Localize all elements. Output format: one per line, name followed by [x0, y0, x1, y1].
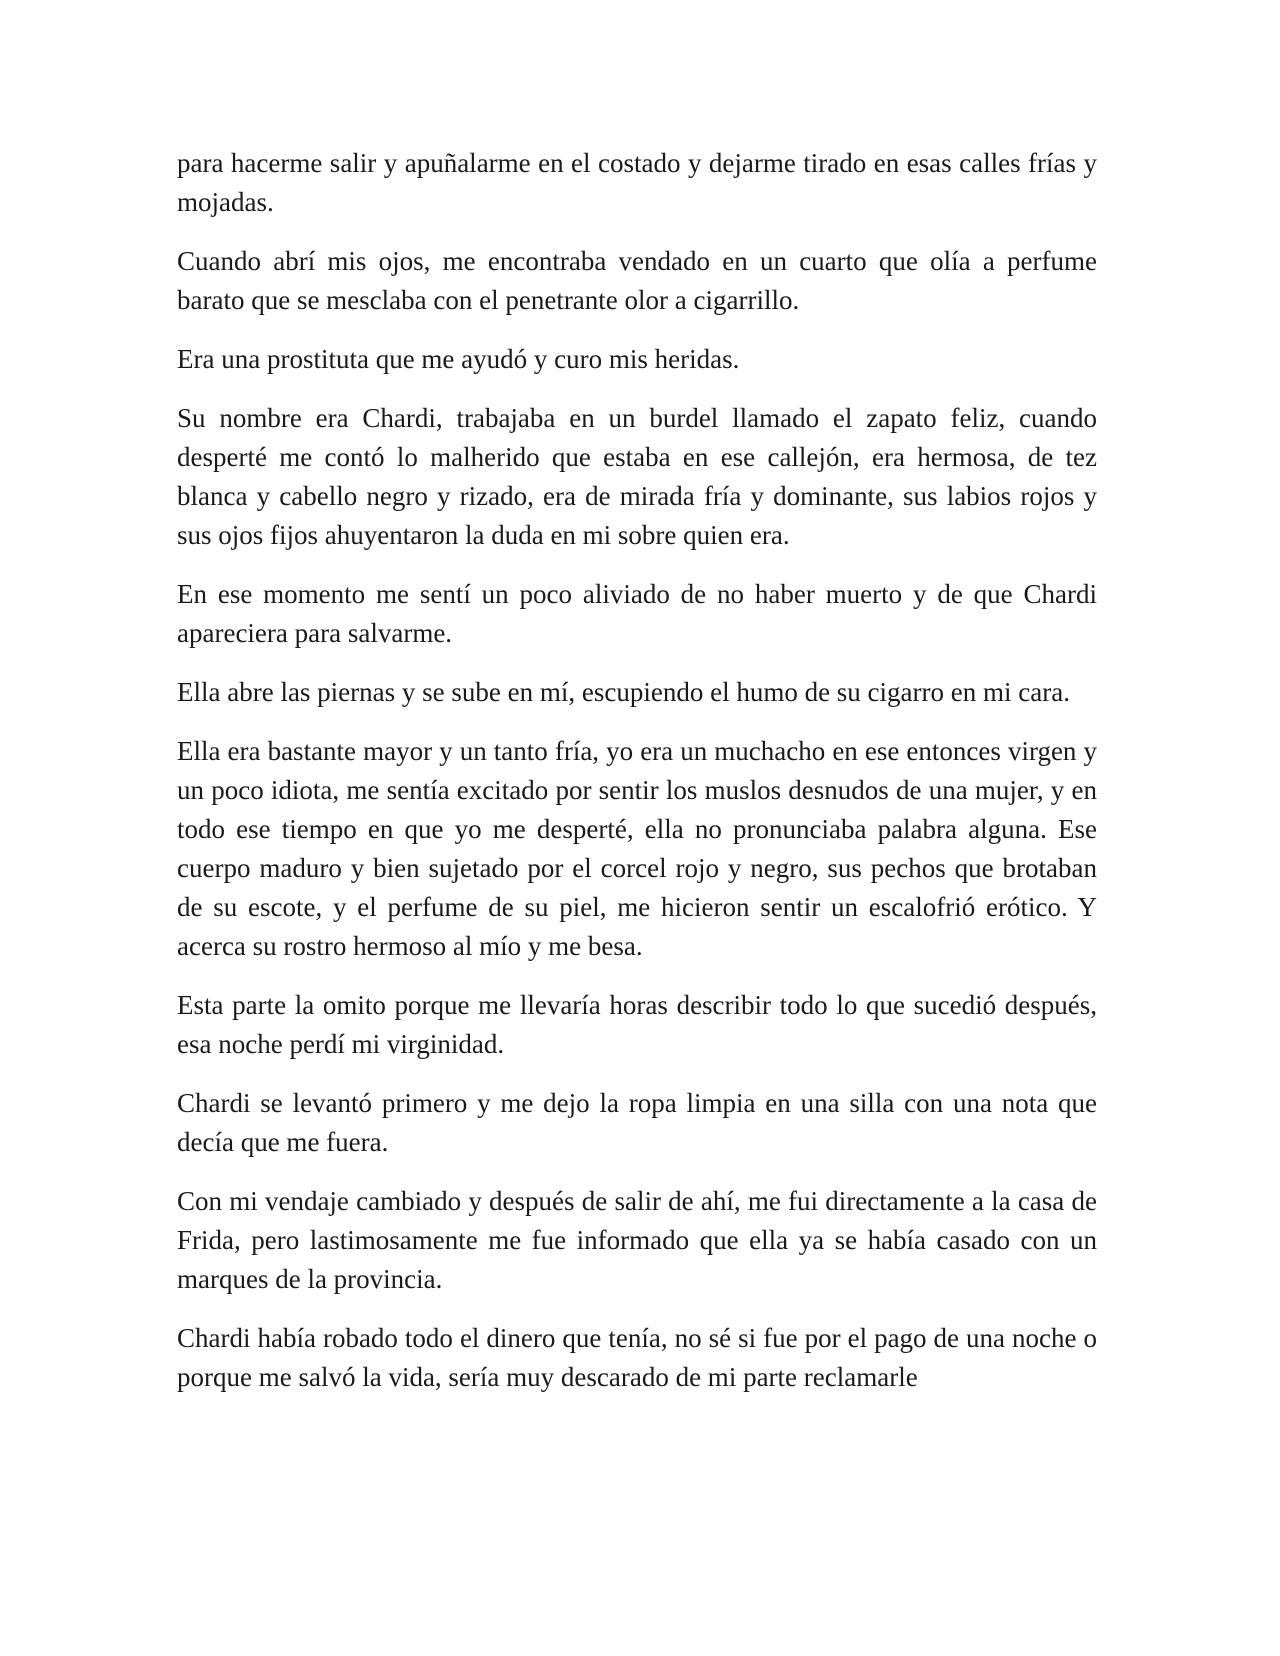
paragraph: Ella era bastante mayor y un tanto fría, yo era un muchacho en ese entonces virgen y un poco idiota, me sentía excitado por sentir los muslos desnudos de una mujer, y en todo ese tiempo en que yo me desperté, ella no pronunciaba palabra alguna. Ese cuerpo maduro y bien sujetado por el corcel rojo y negro, sus pechos que brotaban de su escote, y el perfume de su piel, me hicieron sentir un escalofrió erótico. Y acerca su rostro hermoso al mío y me besa. [177, 736, 1097, 961]
paragraph: Chardi había robado todo el dinero que tenía, no sé si fue por el pago de una noche o porque me salvó la vida, sería muy descarado de mi parte reclamarle [177, 1323, 1097, 1392]
paragraph: para hacerme salir y apuñalarme en el costado y dejarme tirado en esas calles frías y mojadas. [177, 148, 1097, 217]
paragraph: En ese momento me sentí un poco aliviado de no haber muerto y de que Chardi apareciera para salvarme. [177, 579, 1097, 648]
paragraph: Era una prostituta que me ayudó y curo mis heridas. [177, 344, 740, 374]
paragraph: Ella abre las piernas y se sube en mí, escupiendo el humo de su cigarro en mi cara. [177, 677, 1070, 707]
paragraph: Su nombre era Chardi, trabajaba en un burdel llamado el zapato feliz, cuando desperté me contó lo malherido que estaba en ese callejón, era hermosa, de tez blanca y cabello negro y rizado, era de mirada fría y dominante, sus labios rojos y sus ojos fijos ahuyentaron la duda en mi sobre quien era. [177, 403, 1097, 550]
paragraph: Cuando abrí mis ojos, me encontraba vendado en un cuarto que olía a perfume barato que se mesclaba con el penetrante olor a cigarrillo. [177, 246, 1097, 315]
paragraph: Esta parte la omito porque me llevaría horas describir todo lo que sucedió después, esa noche perdí mi virginidad. [177, 990, 1097, 1059]
paragraph: Con mi vendaje cambiado y después de salir de ahí, me fui directamente a la casa de Frida, pero lastimosamente me fue informado que ella ya se había casado con un marques de la provincia. [177, 1186, 1097, 1294]
paragraph: Chardi se levantó primero y me dejo la ropa limpia en una silla con una nota que decía que me fuera. [177, 1088, 1097, 1157]
text-body [177, 144, 1097, 1417]
